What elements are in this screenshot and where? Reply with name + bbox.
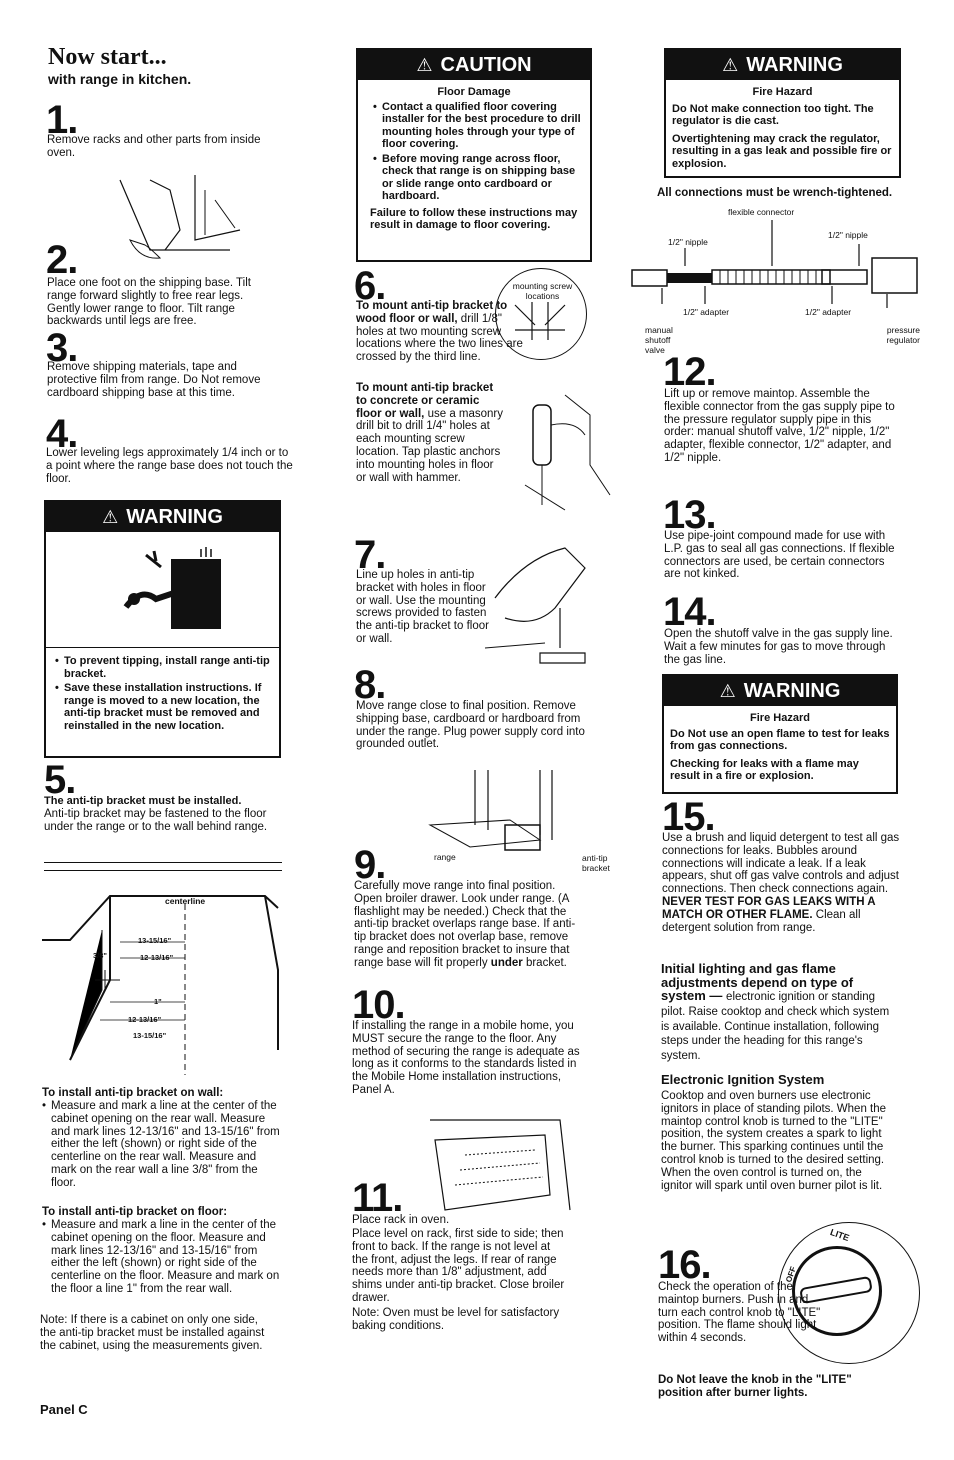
electronic-ignition-text: Cooktop and oven burners use electronic ignitors in place of standing pilots. When the maintop control knob is turned to the "LITE" position, the system creates a spark to light the burner. This sparking continues until the control knob is turned to the desired setting. When the oven control is turned on, the ignitor will spark until oven burner pilot is lit. <box>661 1090 887 1192</box>
floor-heading: To install anti-tip bracket on floor: <box>42 1206 228 1218</box>
caution-item-2: • Before moving range across floor, check that range is on shipping base or slide range onto cardboard or hardboard. <box>382 153 582 203</box>
drill-illustration <box>505 385 615 515</box>
step-13-text: Use pipe-joint compound made for use with L.P. gas to seal all gas connections. If flexible connectors are used, be certain connectors are not kinked. <box>664 530 895 581</box>
warning-banner: ⚠ WARNING <box>46 502 279 532</box>
anti-tip-bracket-label: anti-tip bracket <box>582 853 610 873</box>
panel-label: Panel C <box>40 1402 88 1417</box>
step-4-text: Lower leveling legs approximately 1/4 inch or to a point where the range base does not touch the floor. <box>46 447 293 485</box>
warning3-heading: Fire Hazard <box>750 712 810 724</box>
step-11-text1: Place rack in oven. <box>352 1214 450 1226</box>
adapter-left-label: 1/2" adapter <box>683 307 730 317</box>
measure-3-8: 3/8" <box>93 951 107 960</box>
step-11-number: 11. <box>352 1176 403 1220</box>
step-8-number: 8. <box>354 663 386 707</box>
caution-banner: ⚠ CAUTION <box>358 50 590 80</box>
step-16-number: 16. <box>658 1243 711 1287</box>
wrench-tightened-note: All connections must be wrench-tightened. <box>657 187 893 199</box>
adapter-right-label: 1/2" adapter <box>805 307 852 317</box>
tipping-range-icon <box>116 547 226 637</box>
warning1-item-1: • To prevent tipping, install range anti-tip bracket. <box>64 655 282 680</box>
knob-off-label: OFF <box>784 1265 798 1284</box>
step-16-bold: Do Not leave the knob in the "LITE" position after burner lights. <box>658 1374 852 1399</box>
caution-box-floor <box>356 48 592 262</box>
caution-triangle-icon: ⚠ <box>416 55 433 75</box>
step-5-bold: The anti-tip bracket must be installed. <box>44 795 242 807</box>
warning-box-tipping <box>44 500 281 758</box>
page-subtitle: with range in kitchen. <box>48 71 192 87</box>
mounting-screw-label: mounting screw locations <box>512 281 573 301</box>
step-1-number: 1. <box>46 98 78 142</box>
step-10-text: If installing the range in a mobile home, you MUST secure the range to the floor. Any method of securing the range is adequate as long as it conforms to the standards listed in the Mobile Home installation instructions, Panel A. <box>352 1020 580 1096</box>
step-7-number: 7. <box>354 533 386 577</box>
floor-text: • Measure and mark a line in the center of the cabinet opening on the floor. Measure and mark lines 12-13/16" and 13-15/16" from either the left (shown) or right side of the centerline on the floor. Measure and mark on the floor a line 1" from the rear wall. <box>51 1219 280 1296</box>
step-6-wood: To mount anti-tip bracket to wood floor or wall, drill 1/8" holes at two mounting screw locations where the two lines are crossed by the third line. <box>356 300 523 364</box>
centerline-label: centerline <box>165 896 206 906</box>
step-11-text3: Note: Oven must be level for satisfactory baking conditions. <box>352 1307 560 1332</box>
wall-text-block <box>42 1100 280 1192</box>
range-label: range <box>434 852 456 862</box>
step-11-text2: Place level on rack, first side to side; then front to back. If the range is not level at the front, adjust the legs. If rear of range needs more than 1/8" adjustment, add shims under anti-tip bracket. Close broiler drawer. <box>352 1228 565 1304</box>
wall-text: • Measure and mark a line at the center of the cabinet opening on the rear wall. Measure and mark lines 12-13/16" and 13-15/16" from either the left (shown) or right side of the centerline on the rear wall. Measure and mark on the rear wall a line 3/8" from the floor. <box>51 1100 280 1190</box>
wall-heading: To install anti-tip bracket on wall: <box>42 1087 224 1099</box>
step-3-text: Remove shipping materials, tape and protective film from range. Do Not remove cardboard shipping base at this time. <box>47 361 261 399</box>
foot-tilt-illustration <box>110 170 250 265</box>
measure-12-13-16-bottom: 12-13/16" <box>128 1015 162 1024</box>
warning1-item-2: • Save these installation instructions. If range is moved to a new location, the anti-tip bracket must be removed and reinstalled in the new location. <box>64 682 282 732</box>
warning2-triangle-icon: ⚠ <box>722 55 739 75</box>
caution-item-1: • Contact a qualified floor covering installer for the best procedure to drill mounting holes through your type of floor covering. <box>382 101 582 151</box>
bracket-range-illustration <box>430 765 590 865</box>
warning2-heading: Fire Hazard <box>752 86 813 98</box>
step-2-text: Place one foot on the shipping base. Tilt range forward slightly to free rear legs. Gently lower range to floor. Tilt range backwards until legs are free. <box>47 277 251 328</box>
step-14-number: 14. <box>663 590 716 634</box>
step-12-number: 12. <box>663 350 716 394</box>
step-15-number: 15. <box>662 795 715 839</box>
step-4-number: 4. <box>46 412 78 456</box>
warning2-p1: Do Not make connection too tight. The regulator is die cast. <box>672 102 874 127</box>
step-6-concrete: To mount anti-tip bracket to concrete or ceramic floor or wall, use a masonry drill bit to drill 1/4" holes at each mounting screw location. Tap plastic anchors into mounting holes in floor or wall with hammer. <box>356 382 504 484</box>
warning3-p1: Do Not use an open flame to test for leaks from gas connections. <box>670 727 890 752</box>
caution-footer: Failure to follow these instructions may result in damage to floor covering. <box>370 206 578 231</box>
warning-box-leak-test <box>662 674 898 794</box>
pressure-regulator-label: pressure regulator <box>886 325 920 345</box>
nipple-left-label: 1/2" nipple <box>668 237 708 247</box>
caution-heading: Floor Damage <box>437 86 511 98</box>
step-6-number: 6. <box>354 264 386 308</box>
step-9-text: Carefully move range into final position. Open broiler drawer. Look under range. (A flashlight may be needed.) Check that the anti-tip bracket overlaps range base. If anti-tip bracket does not overlap base, remove range and reposition bracket to insure that range base will fit properly under bracket. <box>354 880 576 969</box>
step-15-text: Use a brush and liquid detergent to test all gas connections for leaks. Bubbles around connections will indicate a leak. If a leak appears, shut off gas valve controls and adjust connections. Then check connections again. NEVER TEST FOR GAS LEAKS WITH A MATCH OR OTHER FLAME. Clean all detergent solution from range. <box>662 832 900 934</box>
step-10-number: 10. <box>352 983 405 1027</box>
warning-box-tightening <box>664 48 901 178</box>
manual-shutoff-valve-label: manual shutoff valve <box>645 325 673 355</box>
screwdriver-illustration <box>485 538 595 668</box>
gas-connection-diagram <box>632 218 922 308</box>
nipple-right-label: 1/2" nipple <box>828 230 868 240</box>
warning3-banner: ⚠ WARNING <box>664 676 896 706</box>
measure-1: 1" <box>154 997 162 1006</box>
measure-12-13-16-top: 12-13/16" <box>140 953 174 962</box>
step-14-text: Open the shutoff valve in the gas supply line. Wait a few minutes for gas to move through the gas line. <box>664 628 893 666</box>
cabinet-note: Note: If there is a cabinet on only one side, the anti-tip bracket must be installed against the cabinet, using the measurements given. <box>40 1314 265 1352</box>
electronic-ignition-heading: Electronic Ignition System <box>661 1072 825 1087</box>
knob-lite-label: LITE <box>828 1226 851 1244</box>
step-5-number: 5. <box>44 758 76 802</box>
step-1-text: Remove racks and other parts from inside oven. <box>47 134 261 159</box>
screw-location-lines <box>510 300 570 340</box>
measure-13-15-16-bottom: 13-15/16" <box>133 1031 167 1040</box>
step-2-number: 2. <box>46 238 78 282</box>
step-16-text: Check the operation of the maintop burners. Push in and turn each control knob to "LITE" position. The flame should light within 4 seconds. <box>658 1281 821 1345</box>
measure-13-15-16-top: 13-15/16" <box>138 936 172 945</box>
flexible-connector-label: flexible connector <box>728 207 795 217</box>
warning3-p2: Checking for leaks with a flame may result in a fire or explosion. <box>670 757 859 782</box>
oven-rack-level-illustration <box>425 1115 575 1225</box>
step-7-text: Line up holes in anti-tip bracket with holes in floor or wall. Use the mounting screws provided to fasten the anti-tip bracket to floor or wall. <box>356 569 489 645</box>
step-3-number: 3. <box>46 326 78 370</box>
warning-triangle-icon: ⚠ <box>102 507 119 527</box>
step-12-text: Lift up or remove maintop. Assemble the flexible connector from the gas supply pipe to the pressure regulator supply pipe in this order: manual shutoff valve, 1/2" nipple, 1/2" adapter, flexible connector, 1/2" adapter, and 1/2" nipple. <box>664 388 895 464</box>
step-5-text: Anti-tip bracket may be fastened to the floor under the range or to the wall behind range. <box>44 808 268 833</box>
warning2-banner: ⚠ WARNING <box>666 50 899 80</box>
ignition-heading: Initial lighting and gas flame adjustments depend on type of system — electronic ignition or standing pilot. Raise cooktop and check which system is available. Continue installation, following steps under the heading for this range's system. <box>661 961 890 1063</box>
floor-text-block <box>42 1219 280 1298</box>
warning2-p2: Overtightening may crack the regulator, resulting in a gas leak and possible fire or explosion. <box>672 132 892 170</box>
measurement-diagram <box>40 890 285 1080</box>
step-8-text: Move range close to final position. Remove shipping base, cardboard or hardboard from under the range. Plug power supply cord into grounded outlet. <box>356 700 585 751</box>
step-9-number: 9. <box>354 843 386 887</box>
step-13-number: 13. <box>663 493 716 537</box>
warning3-triangle-icon: ⚠ <box>719 681 736 701</box>
page-title: Now start... <box>48 44 167 70</box>
